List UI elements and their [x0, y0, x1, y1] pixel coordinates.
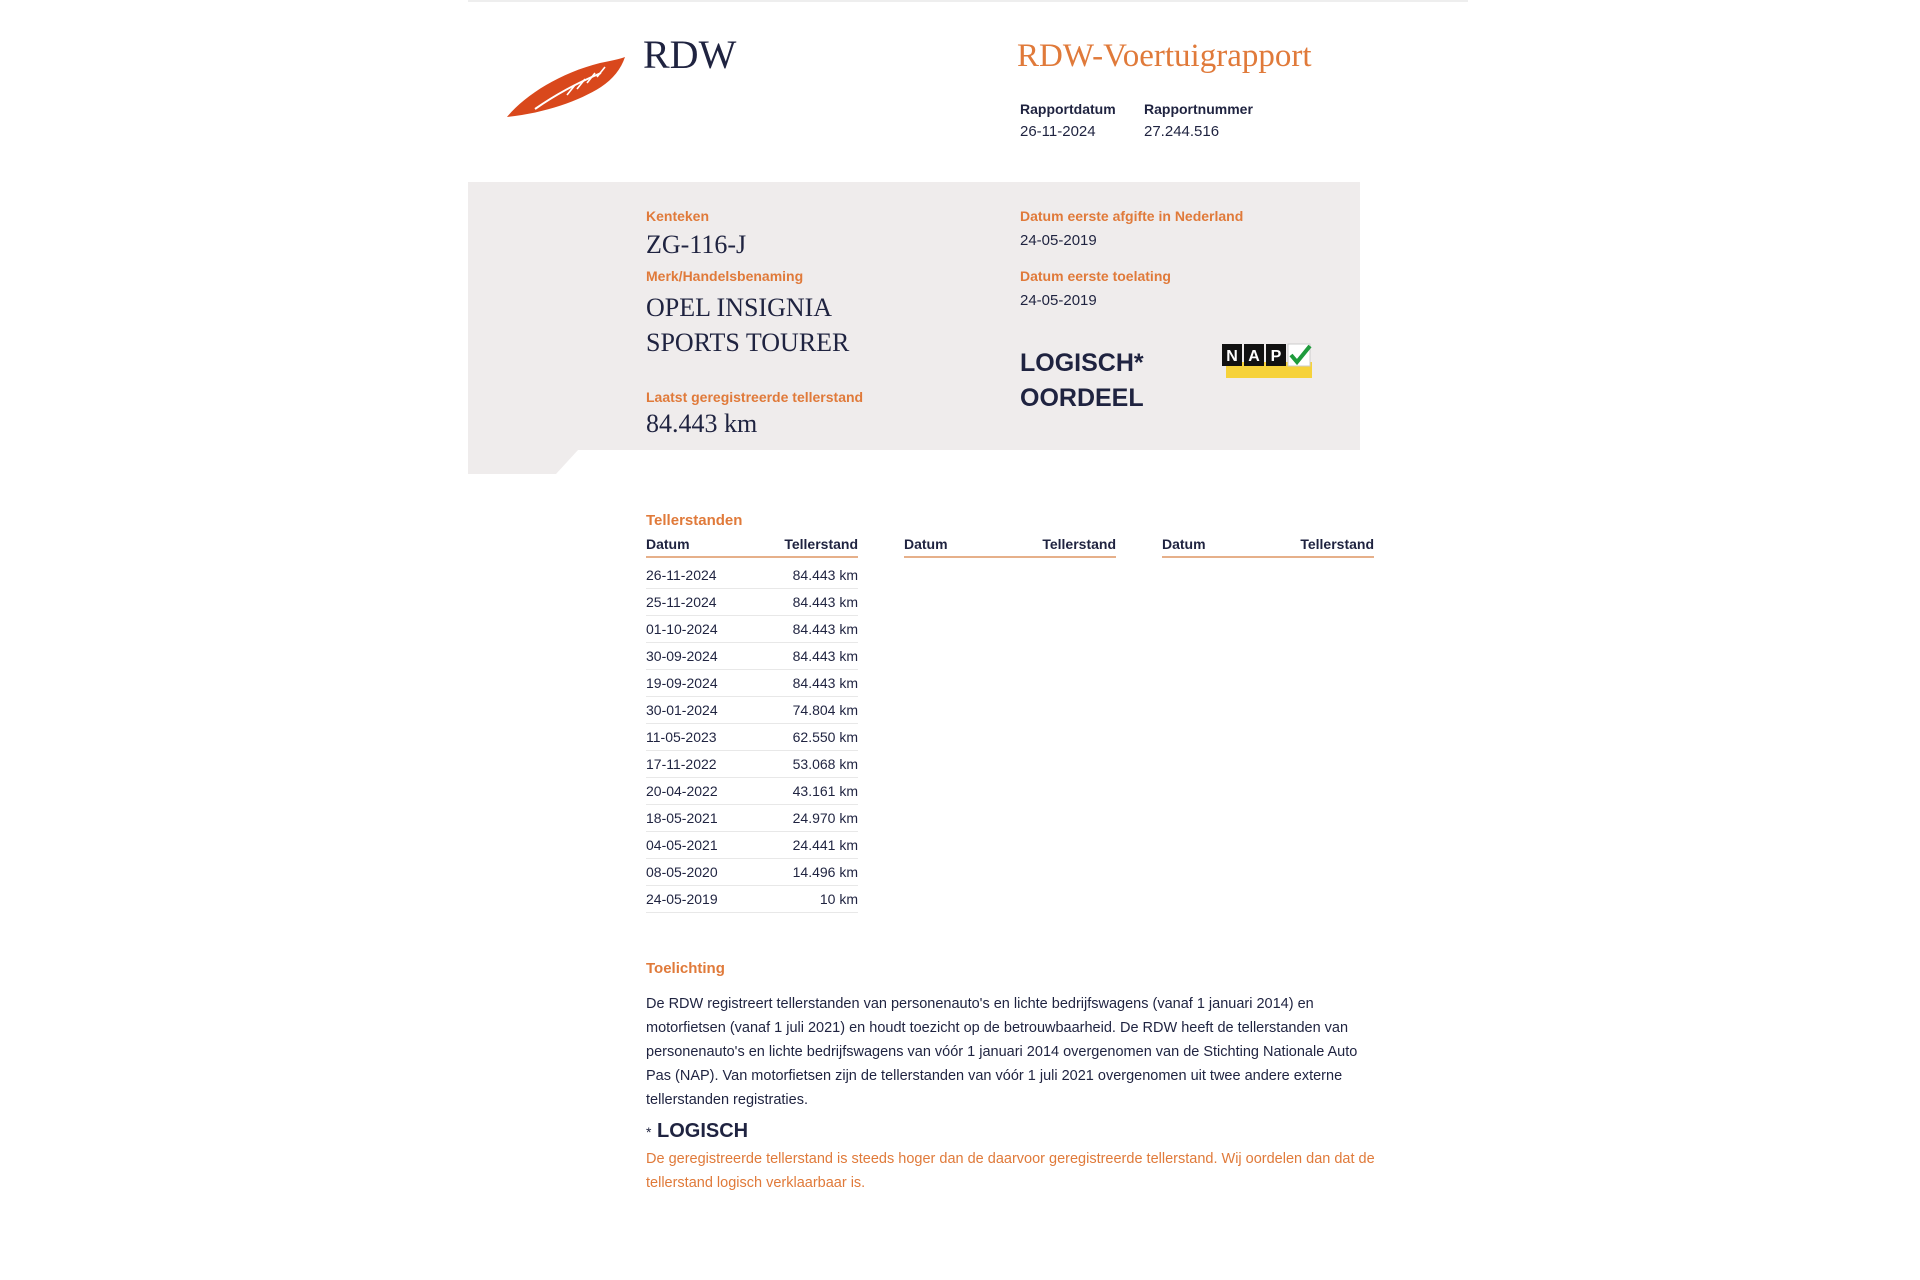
row-date: 01-10-2024: [646, 621, 718, 637]
row-date: 08-05-2020: [646, 864, 718, 880]
table-row: [646, 778, 858, 805]
header-date: Datum: [904, 536, 948, 552]
row-reading: 53.068 km: [792, 756, 858, 772]
row-reading: 43.161 km: [792, 783, 858, 799]
table-row: [646, 562, 858, 589]
table-row: [646, 697, 858, 724]
brand-name: RDW: [643, 32, 737, 77]
verdict: [1020, 346, 1144, 416]
row-date: 20-04-2022: [646, 783, 718, 799]
logical-note-heading: [646, 1120, 748, 1143]
header-date: Datum: [1162, 536, 1206, 552]
verdict-line-1: LOGISCH*: [1020, 349, 1144, 377]
first-issue-nl-value: 24-05-2019: [1020, 232, 1097, 249]
report-number-value: 27.244.516: [1144, 123, 1220, 140]
row-reading: 84.443 km: [792, 648, 858, 664]
table-row: [646, 805, 858, 832]
row-reading: 24.970 km: [792, 810, 858, 826]
header-reading: Tellerstand: [784, 536, 858, 552]
rdw-feather-logo-icon: [505, 55, 627, 123]
table-row: [646, 886, 858, 913]
logical-note-text: De geregistreerde tellerstand is steeds hoger dan de daarvoor geregistreerde tellerstand. Wij oordelen dan dat de tellerstand logisch verklaarbaar is.: [646, 1151, 1375, 1191]
row-reading: 14.496 km: [792, 864, 858, 880]
row-date: 18-05-2021: [646, 810, 718, 826]
table-row: [646, 724, 858, 751]
header-reading: Tellerstand: [1042, 536, 1116, 552]
row-date: 17-11-2022: [646, 756, 717, 772]
odometer-header-col-3: [1162, 536, 1374, 558]
nap-letter-n: N: [1226, 348, 1238, 365]
row-reading: 84.443 km: [792, 675, 858, 691]
table-row: [646, 616, 858, 643]
table-row: [646, 670, 858, 697]
table-row: [646, 832, 858, 859]
odometer-section-title: Tellerstanden: [646, 512, 743, 529]
row-date: 11-05-2023: [646, 729, 717, 745]
report-date-value: 26-11-2024: [1020, 123, 1096, 140]
first-admission-label: Datum eerste toelating: [1020, 268, 1171, 284]
plate-value: ZG-116-J: [646, 230, 747, 259]
row-date: 26-11-2024: [646, 567, 717, 583]
verdict-line-2: OORDEEL: [1020, 384, 1144, 412]
explanation-title: Toelichting: [646, 960, 725, 977]
note-title: LOGISCH: [657, 1120, 749, 1142]
make-label: Merk/Handelsbenaming: [646, 268, 804, 284]
report-title: RDW-Voertuigrapport: [1017, 38, 1312, 74]
explanation-text: De RDW registreert tellerstanden van personenauto's en lichte bedrijfswagens (vanaf 1 januari 2014) en motorfietsen (vanaf 1 juli 2021) en houdt toezicht op de betrouwbaarheid. De RDW heeft de tellerstanden van personenauto's en lichte bedrijfswagens van vóór 1 januari 2014 overgenomen van de Stichting Nationale Auto Pas (NAP). Van motorfietsen zijn de tellerstanden van vóór 1 juli 2021 overgenomen uit twee andere externe tellerstanden registraties.: [646, 996, 1358, 1108]
report-number-label: Rapportnummer: [1144, 101, 1253, 117]
odometer-header-col-2: [904, 536, 1116, 558]
odometer-rows: [646, 562, 858, 913]
row-reading: 10 km: [819, 891, 858, 907]
row-date: 25-11-2024: [646, 594, 717, 610]
odometer-header-col-1: [646, 536, 858, 558]
row-reading: 84.443 km: [792, 594, 858, 610]
make-line-1: OPEL INSIGNIA: [646, 293, 833, 322]
row-date: 19-09-2024: [646, 675, 718, 691]
row-reading: 84.443 km: [792, 621, 858, 637]
row-date: 04-05-2021: [646, 837, 718, 853]
row-reading: 62.550 km: [792, 729, 858, 745]
row-reading: 84.443 km: [792, 567, 858, 583]
nap-letter-a: A: [1248, 348, 1260, 365]
row-date: 30-09-2024: [646, 648, 718, 664]
first-issue-nl-label: Datum eerste afgifte in Nederland: [1020, 208, 1244, 224]
make-line-2: SPORTS TOURER: [646, 328, 850, 357]
table-row: [646, 751, 858, 778]
row-reading: 74.804 km: [792, 702, 858, 718]
nap-check-badge-icon: [1222, 342, 1314, 380]
table-row: [646, 643, 858, 670]
header-reading: Tellerstand: [1300, 536, 1374, 552]
row-date: 30-01-2024: [646, 702, 718, 718]
row-reading: 24.441 km: [792, 837, 858, 853]
top-divider: [468, 0, 1468, 2]
plate-label: Kenteken: [646, 208, 710, 224]
table-row: [646, 589, 858, 616]
table-row: [646, 859, 858, 886]
summary-box-tab: [468, 450, 578, 474]
nap-letter-p: P: [1270, 348, 1282, 365]
header-date: Datum: [646, 536, 690, 552]
last-odometer-label: Laatst geregistreerde tellerstand: [646, 389, 864, 405]
note-star: *: [646, 1124, 652, 1140]
report-date-label: Rapportdatum: [1020, 101, 1116, 117]
row-date: 24-05-2019: [646, 891, 718, 907]
last-odometer-value: 84.443 km: [646, 409, 758, 438]
first-admission-value: 24-05-2019: [1020, 292, 1097, 309]
